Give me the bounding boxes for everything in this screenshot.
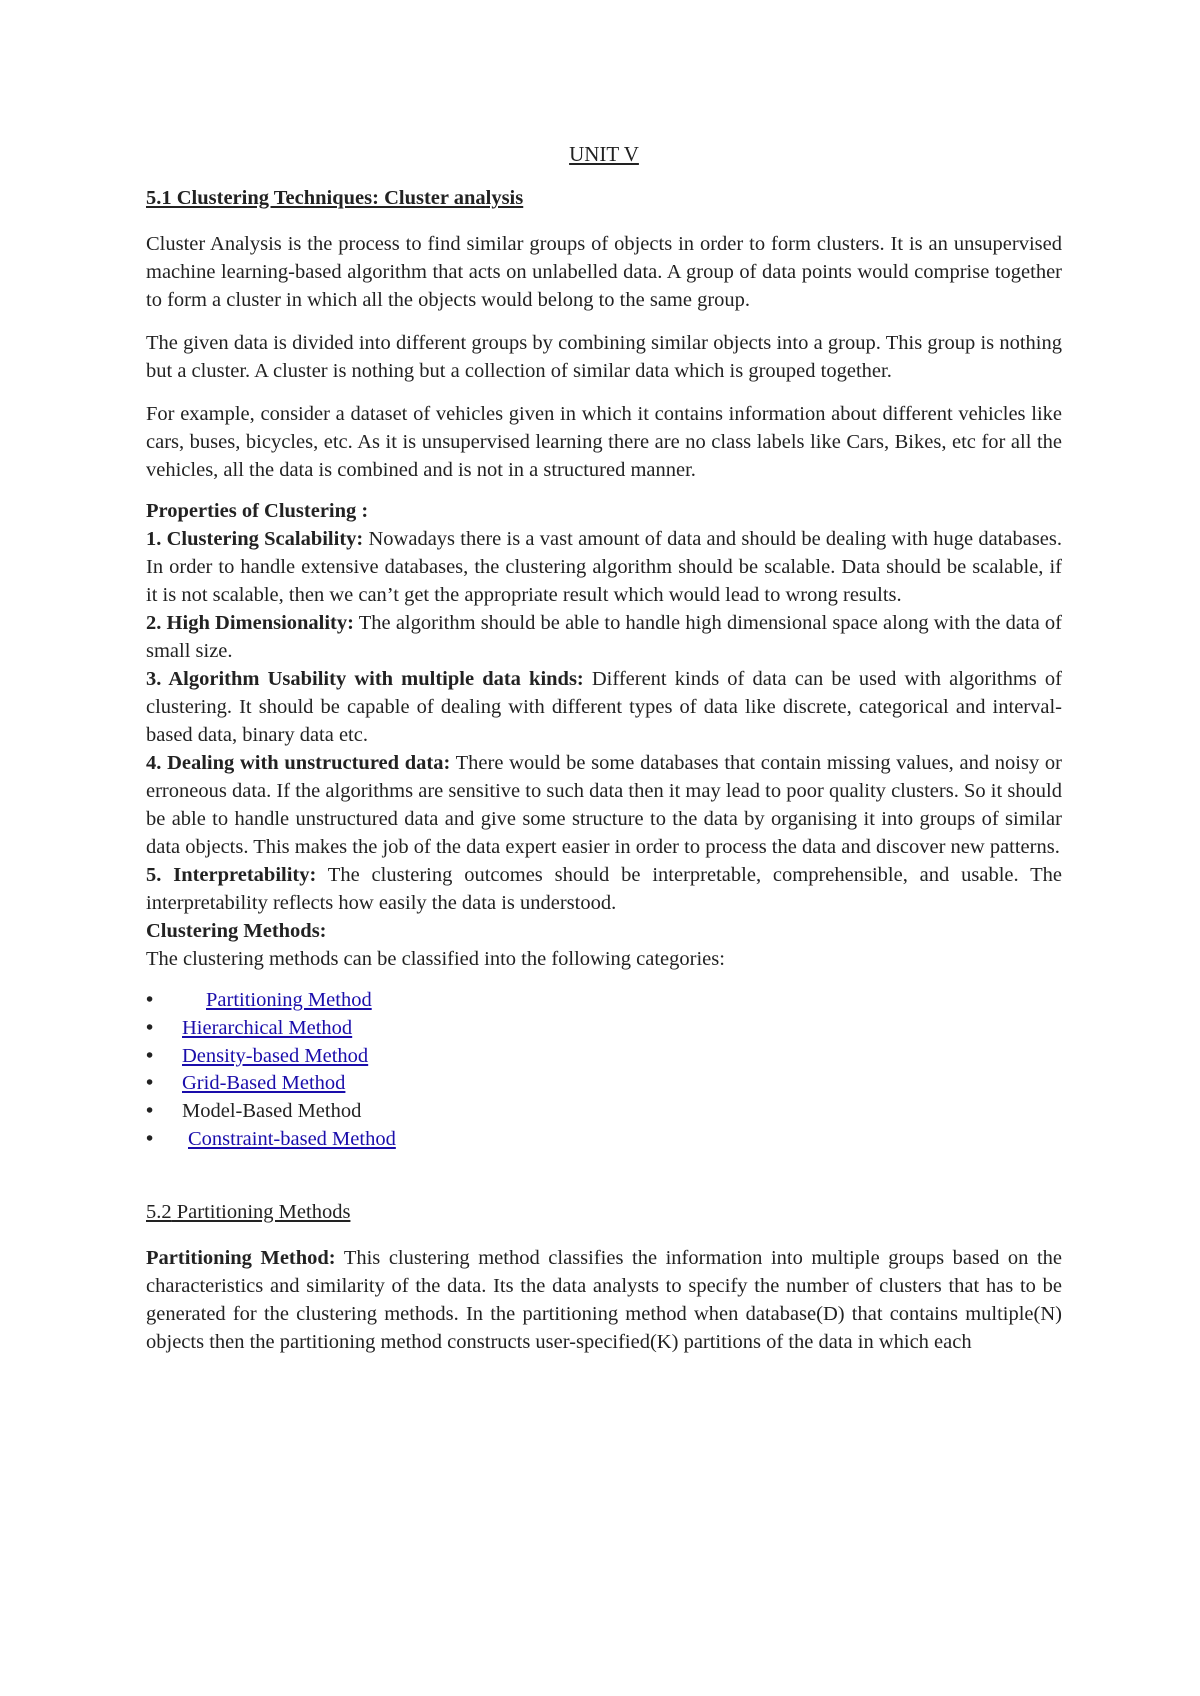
paragraph-intro: Cluster Analysis is the process to find similar groups of objects in order to form clusters. It is an unsupervised machine learning-based algorithm that acts on unlabelled data. A group of data points would comprise together to form a cluster in which all the objects would belong to the same group. (146, 233, 1062, 311)
property-scalability (146, 525, 1062, 609)
property-dimensionality (146, 609, 1062, 665)
bullet-icon: • (146, 1044, 154, 1067)
properties-heading: Properties of Clustering : (146, 500, 369, 522)
list-item (146, 1070, 1062, 1098)
list-item (146, 1098, 1062, 1126)
bullet-icon: • (146, 1100, 154, 1123)
property-label: 1. Clustering Scalability: (146, 528, 364, 550)
list-item (146, 1043, 1062, 1071)
bullet-icon: • (146, 1127, 154, 1150)
methods-intro: The clustering methods can be classified into the following categories: (146, 948, 725, 970)
property-label: 4. Dealing with unstructured data: (146, 752, 451, 774)
section-2-number: 5.2 (146, 1200, 172, 1223)
section-1-title: 5.1 Clustering Techniques: Cluster analysis (146, 187, 524, 209)
document-page (146, 140, 1062, 1356)
partitioning-label: Partitioning Method: (146, 1246, 336, 1269)
link-grid-based-method[interactable]: Grid-Based Method (182, 1072, 346, 1095)
section-2-text: Partitioning Methods (171, 1200, 351, 1223)
bullet-icon: • (146, 1072, 154, 1095)
link-hierarchical-method[interactable]: Hierarchical Method (182, 1016, 353, 1039)
list-item (146, 1015, 1062, 1043)
property-usability (146, 665, 1062, 749)
property-text: The clustering outcomes should be interpretable, comprehensible, and usable. The interpretability reflects how easily the data is understood. (146, 864, 1062, 914)
partitioning-text: This clustering method classifies the information into multiple groups based on the characteristics and similarity of the data. Its the data analysts to specify the number of clusters that has to be generated for the clustering methods. In the partitioning method when database(D) that contains multiple(N) objects then the partitioning method constructs user-specified(K) partitions of the data in which each (146, 1246, 1062, 1353)
bullet-icon: • (146, 989, 154, 1011)
property-unstructured (146, 749, 1062, 861)
property-text: Different kinds of data can be used with algorithms of clustering. It should be capable of dealing with different types of data like discrete, categorical and interval-based data, binary data etc. (146, 668, 1062, 746)
list-item (146, 1126, 1062, 1154)
bullet-icon: • (146, 1016, 154, 1039)
paragraph-partitioning (146, 1244, 1062, 1356)
property-text: Nowadays there is a vast amount of data and should be dealing with huge databases. In order to handle extensive databases, the clustering algorithm should be scalable. Data should be scalable, if it is not scalable, then we can’t get the appropriate result which would lead to wrong results. (146, 528, 1063, 606)
property-text: There would be some databases that contain missing values, and noisy or erroneous data. If the algorithms are sensitive to such data then it may lead to poor quality clusters. So it should be able to handle unstructured data and give some structure to the data by organising it into groups of similar data objects. This makes the job of the data expert easier in order to process the data and discover new patterns. (146, 752, 1063, 858)
property-interpretability (146, 861, 1062, 917)
model-based-method: Model-Based Method (182, 1100, 362, 1123)
methods-heading: Clustering Methods: (146, 920, 327, 942)
section-2-title (146, 1198, 1062, 1226)
property-label: 3. Algorithm Usability with multiple data kinds: (146, 668, 584, 690)
link-partitioning-method[interactable]: Partitioning Method (206, 989, 372, 1011)
property-label: 5. Interpretability: (146, 864, 317, 886)
paragraph-example: For example, consider a dataset of vehicles given in which it contains information about different vehicles like cars, buses, bicycles, etc. As it is unsupervised learning there are no class labels like Cars, Bikes, etc for all the vehicles, all the data is combined and is not in a structured manner. (146, 403, 1062, 481)
list-item (146, 987, 1062, 1015)
methods-list (146, 987, 1062, 1154)
link-density-based-method[interactable]: Density-based Method (182, 1044, 369, 1067)
unit-title: UNIT V (569, 142, 639, 166)
property-label: 2. High Dimensionality: (146, 612, 354, 634)
paragraph-grouping: The given data is divided into different groups by combining similar objects into a group. This group is nothing but a cluster. A cluster is nothing but a collection of similar data which is grouped together. (146, 332, 1062, 382)
link-constraint-based-method[interactable]: Constraint-based Method (188, 1127, 396, 1150)
property-text: The algorithm should be able to handle high dimensional space along with the data of small size. (146, 612, 1062, 662)
